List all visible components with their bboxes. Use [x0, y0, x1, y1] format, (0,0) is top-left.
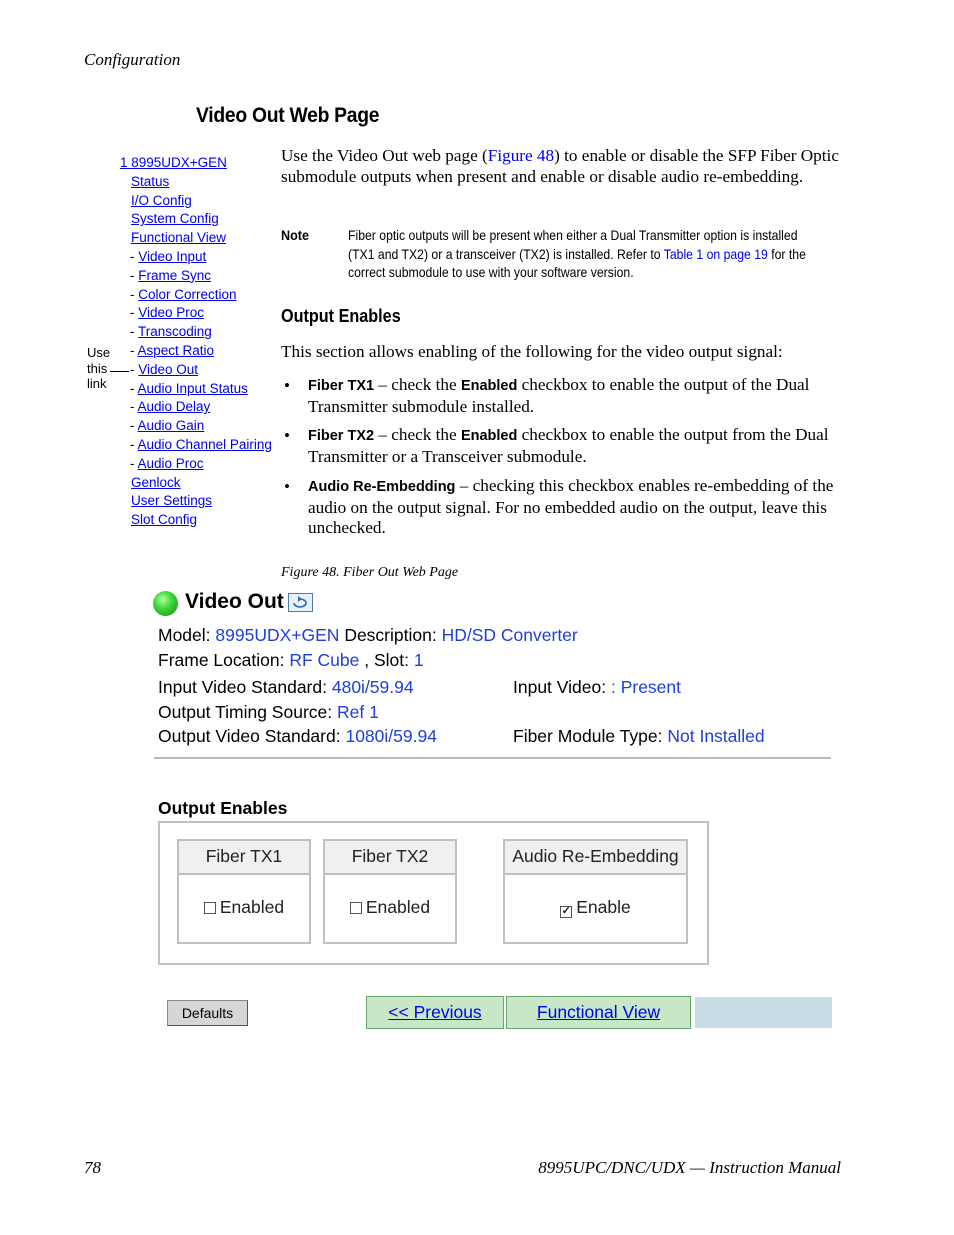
bullet-text: – check the	[374, 425, 461, 444]
input-standard-value: 480i/59.94	[331, 677, 414, 697]
bullet-item	[308, 375, 842, 417]
bullet-marker: •	[284, 477, 290, 496]
bullet-marker: •	[284, 376, 290, 395]
nav-prefix: -	[130, 399, 138, 415]
frame-location-row	[158, 650, 424, 671]
figure-caption: Figure 48. Fiber Out Web Page	[281, 565, 459, 580]
timing-source-value: Ref 1	[337, 702, 379, 722]
nav-item[interactable]	[120, 192, 272, 211]
slot-label: , Slot:	[364, 650, 409, 670]
nav-link[interactable]: Audio Proc	[137, 455, 204, 471]
nav-link[interactable]: Genlock	[131, 474, 181, 490]
nav-item[interactable]	[120, 398, 272, 417]
nav-item[interactable]	[120, 267, 272, 286]
note-body: Fiber optic outputs will be present when either a Dual Transmitter option is installed (TX1 and TX2) or a transceiver (TX2) is installed. Refer to	[348, 228, 798, 262]
nav-prefix: -	[130, 248, 139, 264]
bullet-marker: •	[284, 426, 290, 445]
model-row	[158, 625, 578, 646]
nav-prefix: -	[130, 267, 139, 283]
note-text	[348, 227, 825, 283]
checkbox-label: Enabled	[365, 897, 431, 917]
bullet-text: checkbox to enable the output of the Dual Transmitter submodule installed.	[308, 375, 810, 416]
nav-prefix: -	[130, 342, 138, 358]
bullet-keyword: Enabled	[460, 378, 518, 394]
fiber-type-label: Fiber Module Type:	[513, 726, 663, 746]
frame-location-value: RF Cube	[289, 650, 360, 670]
nav-link[interactable]: Video Proc	[138, 305, 205, 321]
intro-text: ) to enable or disable the SFP Fiber Optic submodule outputs when present and enable or disable audio re-embedding.	[281, 146, 839, 186]
nav-item[interactable]	[120, 380, 272, 399]
nav-link[interactable]: Aspect Ratio	[137, 342, 215, 358]
slot-value: 1	[413, 650, 424, 670]
status-indicator-icon	[153, 591, 178, 616]
checkbox-label: Enabled	[219, 897, 285, 917]
nav-link[interactable]: Audio Channel Pairing	[137, 436, 272, 452]
previous-button[interactable]	[366, 996, 504, 1029]
nav-item[interactable]	[120, 229, 272, 248]
refresh-icon[interactable]	[288, 593, 313, 612]
nav-item-video-out[interactable]	[120, 361, 272, 380]
fiber-type-row	[513, 726, 765, 747]
checkbox-label: Enable	[576, 897, 631, 917]
nav-item[interactable]	[120, 342, 272, 361]
use-this-link-callout	[87, 345, 110, 392]
nav-link[interactable]: System Config	[131, 211, 219, 227]
input-standard-label: Input Video Standard:	[158, 677, 327, 697]
note-label: Note	[281, 227, 310, 243]
video-out-web-page	[150, 585, 840, 1045]
nav-item[interactable]	[120, 417, 272, 436]
fiber-tx2-cell	[323, 873, 457, 944]
callout-pointer-line	[110, 371, 129, 372]
nav-link[interactable]: I/O Config	[131, 192, 192, 208]
nav-item[interactable]	[120, 474, 272, 493]
nav-item[interactable]	[120, 323, 272, 342]
nav-prefix: -	[130, 305, 139, 321]
timing-source-row	[158, 702, 379, 723]
nav-item[interactable]	[120, 492, 272, 511]
web-page-title: Video Out	[185, 590, 284, 613]
nav-link[interactable]: Audio Input Status	[137, 380, 248, 396]
nav-item[interactable]	[120, 304, 272, 323]
nav-prefix: -	[130, 455, 138, 471]
nav-link[interactable]: Transcoding	[138, 324, 212, 340]
fiber-tx2-header: Fiber TX2	[323, 839, 457, 875]
nav-item[interactable]	[120, 511, 272, 530]
nav-link[interactable]: 1 8995UDX+GEN	[120, 155, 227, 170]
frame-location-label: Frame Location:	[158, 650, 285, 670]
functional-view-button[interactable]	[506, 996, 691, 1029]
nav-item[interactable]	[120, 286, 272, 305]
nav-item[interactable]	[120, 210, 272, 229]
section-title: Video Out Web Page	[196, 104, 380, 127]
bullet-keyword: Fiber TX2	[308, 428, 375, 444]
model-label: Model:	[158, 625, 211, 645]
nav-link[interactable]: Audio Delay	[137, 399, 211, 415]
callout-line: link	[87, 376, 107, 391]
nav-prefix: -	[130, 324, 139, 340]
table-link[interactable]: Table 1 on page 19	[663, 246, 768, 262]
bullet-text: – checking this checkbox enables re-embedding of the audio on the output signal. For no embedded audio on the output, leave this unchecked.	[308, 476, 834, 537]
divider	[154, 757, 831, 759]
nav-prefix: -	[130, 361, 139, 377]
nav-link[interactable]: Video Input	[138, 248, 207, 264]
subsection-title: Output Enables	[281, 306, 401, 326]
bullet-keyword: Enabled	[460, 428, 518, 444]
description-value: HD/SD Converter	[441, 625, 578, 645]
description-label: Description:	[344, 625, 437, 645]
fiber-tx1-checkbox[interactable]	[204, 897, 284, 917]
functional-view-link[interactable]: Functional View	[536, 1002, 661, 1022]
nav-link[interactable]: Frame Sync	[138, 267, 212, 283]
output-standard-row	[158, 726, 437, 747]
note-body: for the correct submodule to use with your software version.	[348, 246, 806, 280]
callout-line: Use	[87, 345, 111, 360]
audio-reembed-cell	[503, 873, 688, 944]
running-header: Configuration	[84, 50, 181, 69]
refresh-icon-glyph	[289, 594, 312, 611]
bullet-item	[308, 425, 842, 467]
nav-item[interactable]	[120, 436, 272, 455]
nav-item[interactable]	[120, 248, 272, 267]
nav-prefix: -	[130, 418, 138, 434]
checkbox-icon[interactable]	[350, 902, 362, 914]
output-standard-label: Output Video Standard:	[158, 726, 341, 746]
nav-link[interactable]: Video Out	[138, 361, 199, 377]
fiber-type-value: Not Installed	[667, 726, 765, 746]
nav-link[interactable]: Slot Config	[131, 512, 198, 528]
output-enables-title: Output Enables	[158, 798, 288, 818]
input-video-row	[513, 677, 681, 698]
model-value: 8995UDX+GEN	[215, 625, 340, 645]
bullet-keyword: Audio Re-Embedding	[308, 479, 456, 495]
nav-item[interactable]	[120, 173, 272, 192]
audio-reembed-header: Audio Re-Embedding	[503, 839, 688, 875]
lead-paragraph: This section allows enabling of the following for the video output signal:	[281, 342, 783, 361]
audio-reembed-checkbox[interactable]	[560, 897, 631, 917]
bullet-keyword: Fiber TX1	[308, 378, 375, 394]
bullet-text: – check the	[374, 375, 461, 394]
bullet-text: checkbox to enable the output from the Dual Transmitter or a Transceiver submodule.	[308, 425, 829, 466]
nav-link[interactable]: Color Correction	[138, 286, 237, 302]
bullet-item	[308, 476, 842, 539]
figure-link[interactable]: Figure 48	[487, 146, 555, 165]
nav-item[interactable]	[120, 154, 272, 173]
nav-link[interactable]: Functional View	[131, 230, 227, 246]
nav-tree	[120, 154, 272, 530]
previous-link[interactable]: << Previous	[388, 1002, 482, 1022]
page-number: 78	[84, 1158, 101, 1177]
nav-link[interactable]: Status	[131, 173, 170, 189]
fiber-tx1-cell	[177, 873, 311, 944]
defaults-button[interactable]: Defaults	[167, 1000, 248, 1026]
fiber-tx2-checkbox[interactable]	[350, 897, 430, 917]
nav-prefix: -	[130, 380, 138, 396]
nav-link[interactable]: User Settings	[131, 493, 213, 509]
intro-text: Use the Video Out web page (	[281, 146, 488, 165]
checkbox-icon[interactable]	[204, 902, 216, 914]
manual-title: 8995UPC/DNC/UDX — Instruction Manual	[538, 1158, 841, 1177]
callout-line: this	[87, 360, 108, 376]
timing-source-label: Output Timing Source:	[158, 702, 333, 722]
input-video-value: : Present	[610, 677, 682, 697]
fiber-tx1-header: Fiber TX1	[177, 839, 311, 875]
intro-paragraph	[281, 146, 841, 187]
input-video-label: Input Video:	[513, 677, 607, 697]
nav-bar-spacer	[695, 997, 832, 1028]
nav-prefix: -	[130, 436, 138, 452]
checkbox-checked-icon[interactable]: ✓	[561, 905, 571, 917]
nav-item[interactable]	[120, 455, 272, 474]
nav-link[interactable]: Audio Gain	[137, 418, 205, 434]
nav-prefix: -	[130, 286, 139, 302]
output-standard-value: 1080i/59.94	[345, 726, 437, 746]
input-standard-row	[158, 677, 414, 698]
